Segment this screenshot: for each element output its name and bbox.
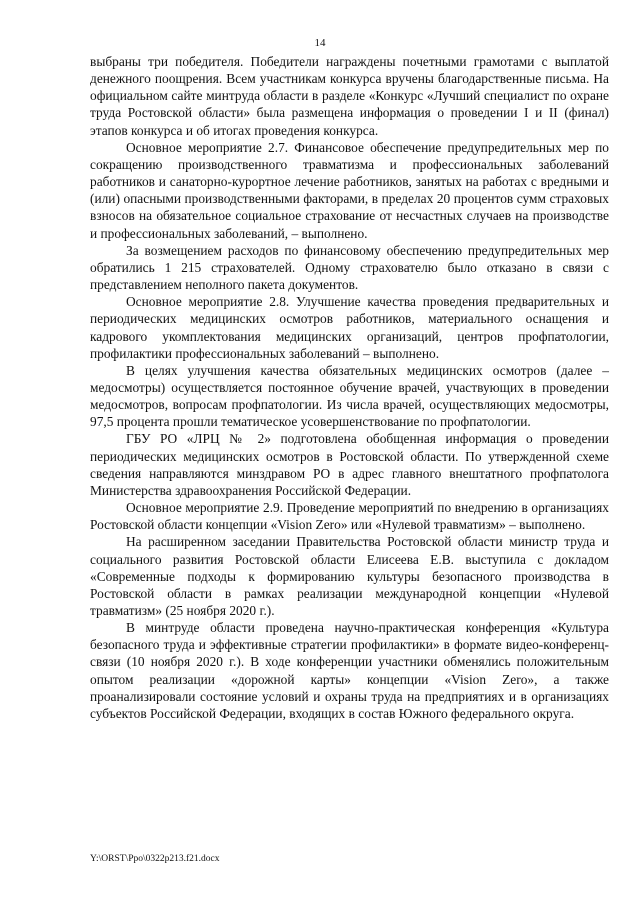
paragraph-measure-2-7: Основное мероприятие 2.7. Финансовое обеспечение предупредительных мер по сокращению производственного травматизма и профессиональных заболеваний работников и санаторно-курортное лечение работников, занятых на работах с вредными и (или) опасными производственными факторами, в пределах 20 процентов сумм страховых взносов на обязательное социальное страхование от несчастных случаев на производстве и профессиональных заболеваний, – выполнено. [90,139,609,241]
paragraph-contest-winners: выбраны три победителя. Победители награждены почетными грамотами с выплатой денежного поощрения. Всем участникам конкурса вручены благодарственные письма. На официальном сайте минтруда области в разделе «Конкурс «Лучший специалист по охране труда Ростовской области» была размещена информация о проведении I и II (финал) этапов конкурса и об итогах проведения конкурса. [90,54,609,138]
paragraph-medical-checkups: В целях улучшения качества обязательных медицинских осмотров (далее – медосмотры) осуществляется постоянное обучение врачей, участвующих в проведении медосмотров, вопросам профпатологии. Из числа врачей, осуществляющих медосмотры, 97,5 процента прошли тематическое усовершенствование по профпатологии. [90,362,609,430]
paragraph-lrc-info: ГБУ РО «ЛРЦ № 2» подготовлена обобщенная информация о проведении периодических медицинских осмотров в Ростовской области. По утвержденной схеме сведения направляются минздравом РО в адрес главного внештатного профпатолога Министерства здравоохранения Российской Федерации. [90,431,609,498]
page-number: 14 [314,37,326,49]
paragraph-reimbursement: За возмещением расходов по финансовому обеспечению предупредительных мер обратились 1 215 страхователей. Одному страхователю было отказано в связи с представлением неполного пакета документов. [90,242,609,293]
paragraph-government-meeting: На расширенном заседании Правительства Ростовской области министр труда и социального развития Ростовской области Елисеева Е.В. выступила с докладом «Современные подходы к формированию культуры безопасного производства в Ростовской области в рамках реализации международной концепции «Нулевой травматизм» (25 ноября 2020 г.). [90,534,609,618]
file-path-footer: Y:\ORST\Ppo\0322p213.f21.docx [90,854,220,864]
paragraph-conference: В минтруде области проведена научно-практическая конференция «Культура безопасного труда и эффективные стратегии профилактики» в формате видео-конференц-связи (10 ноября 2020 г.). В ходе конференции участники обменялись положительным опытом реализации «дорожной карты» концепции «Vision Zero», а также проанализировали состояние условий и охраны труда на предприятиях и в организациях субъектов Российской Федерации, входящих в состав Южного федерального округа. [90,620,609,721]
paragraph-measure-2-8: Основное мероприятие 2.8. Улучшение качества проведения предварительных и периодических медицинских осмотров работников, материального оснащения и кадрового укомплектования медицинских организаций, центров профпатологии, профилактики профессиональных заболеваний – выполнено. [90,294,609,361]
document-body [90,53,609,722]
paragraph-measure-2-9: Основное мероприятие 2.9. Проведение мероприятий по внедрению в организациях Ростовской области концепции «Vision Zero» или «Нулевой травматизм» – выполнено. [90,500,609,533]
